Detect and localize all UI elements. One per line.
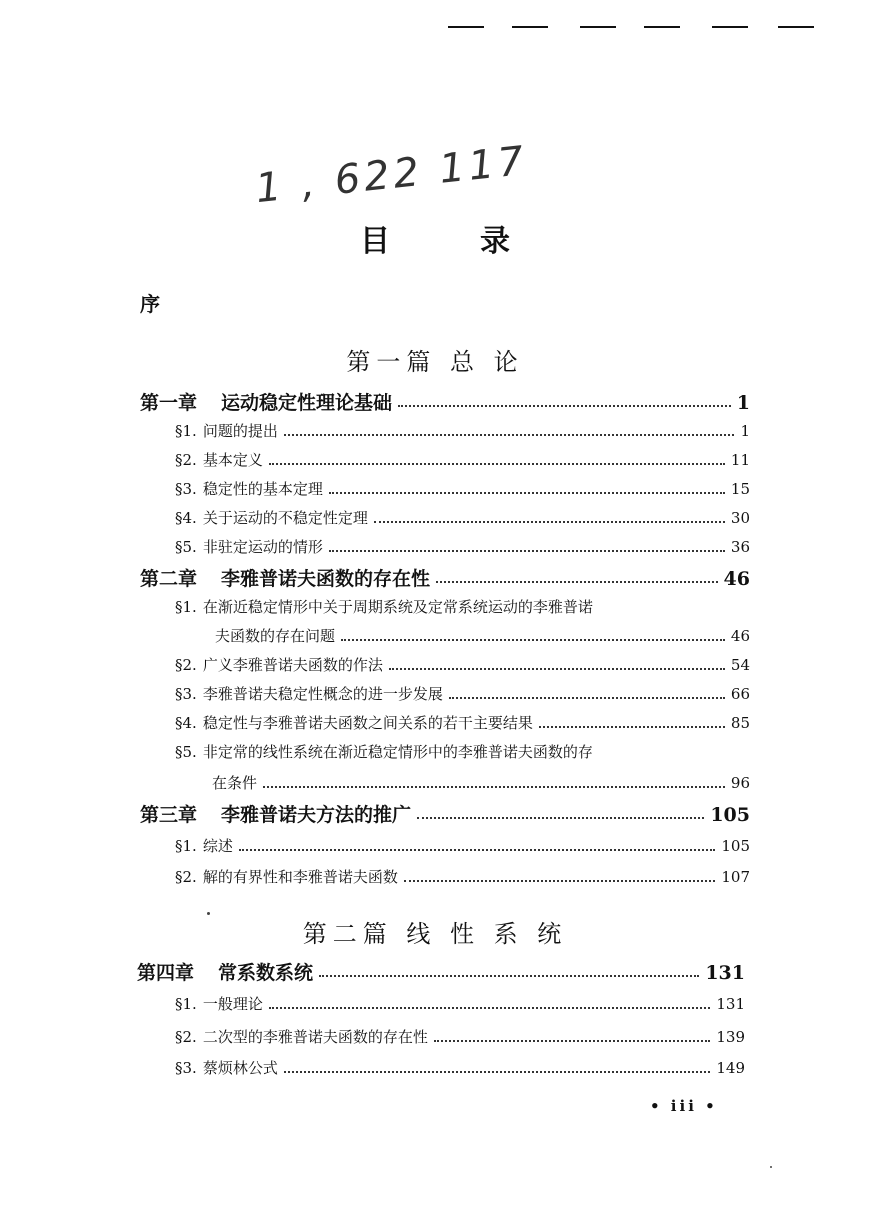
section-title: 基本定义 — [202, 451, 263, 469]
leader-dots — [284, 434, 735, 436]
toc-section — [175, 835, 750, 856]
section-symbol: §3. — [175, 1059, 197, 1077]
section-symbol: §1. — [175, 598, 197, 616]
leader-dots — [436, 581, 718, 583]
leader-dots — [434, 1040, 711, 1042]
section-symbol: §1. — [175, 422, 197, 440]
section-title: 问题的提出 — [202, 422, 278, 440]
leader-dots — [341, 639, 725, 641]
part-title: 第一篇 总 论 — [346, 348, 524, 376]
section-title-continued: 夫函数的存在问题 — [215, 627, 336, 645]
leader-dots — [404, 880, 716, 882]
section-symbol: §1. — [175, 837, 197, 855]
toc-section — [175, 596, 750, 617]
section-symbol: §2. — [175, 451, 197, 469]
leader-dots — [269, 1007, 711, 1009]
page-number: 30 — [730, 509, 750, 527]
section-title: 稳定性与李雅普诺夫函数之间关系的若干主要结果 — [202, 714, 533, 732]
leader-dots — [417, 817, 704, 819]
chapter-number: 第二章 — [140, 568, 198, 590]
top-rule — [448, 26, 484, 28]
section-title: 广义李雅普诺夫函数的作法 — [202, 656, 383, 674]
toc-section — [175, 993, 745, 1014]
chapter-title: 李雅普诺夫函数的存在性 — [221, 568, 431, 590]
leader-dots — [449, 697, 725, 699]
toc-section-continuation — [215, 625, 750, 646]
leader-dots — [329, 492, 725, 494]
toc-section — [175, 712, 750, 733]
part-title: 第二篇 线 性 系 统 — [302, 920, 568, 948]
chapter-number: 第三章 — [140, 804, 198, 826]
page-number: 149 — [716, 1059, 745, 1077]
section-title: 关于运动的不稳定性定理 — [202, 509, 368, 527]
page-number: 1 — [740, 422, 750, 440]
toc-section — [175, 1026, 745, 1047]
leader-dots — [263, 786, 725, 788]
top-rule — [644, 26, 680, 28]
page-footer: • iii • — [650, 1097, 718, 1115]
chapter-number: 第四章 — [137, 962, 195, 984]
page-number: 85 — [730, 714, 750, 732]
section-symbol: §3. — [175, 685, 197, 703]
chapter-title: 运动稳定性理论基础 — [221, 392, 393, 414]
section-symbol: §4. — [175, 509, 197, 527]
top-rule — [512, 26, 548, 28]
chapter-number: 第一章 — [140, 392, 198, 414]
scan-speck — [770, 1166, 772, 1168]
leader-dots — [269, 463, 725, 465]
toc-section-continuation — [212, 772, 750, 793]
toc-section — [175, 507, 750, 528]
leader-dots — [329, 550, 725, 552]
page-number: 105 — [710, 804, 750, 826]
leader-dots — [374, 521, 725, 523]
section-title: 解的有界性和李雅普诺夫函数 — [202, 868, 398, 886]
section-title: 在渐近稳定情形中关于周期系统及定常系统运动的李雅普诺 — [202, 598, 593, 616]
toc-section — [175, 683, 750, 704]
section-symbol: §2. — [175, 868, 197, 886]
top-rule — [712, 26, 748, 28]
preface-heading: 序 — [140, 292, 160, 316]
section-title: 李雅普诺夫稳定性概念的进一步发展 — [202, 685, 443, 703]
page-number: 131 — [705, 962, 745, 984]
page-number: 107 — [721, 868, 750, 886]
page-number: 11 — [730, 451, 750, 469]
chapter-title: 李雅普诺夫方法的推广 — [221, 804, 412, 826]
toc-chapter — [140, 564, 750, 591]
section-title: 非定常的线性系统在渐近稳定情形中的李雅普诺夫函数的存 — [202, 743, 593, 761]
page-number: 131 — [716, 995, 745, 1013]
page-number: 46 — [723, 568, 750, 590]
toc-section — [175, 536, 750, 557]
section-title: 一般理论 — [202, 995, 263, 1013]
section-symbol: §5. — [175, 538, 197, 556]
toc-chapter — [140, 800, 750, 827]
section-title: 蔡烦林公式 — [202, 1059, 278, 1077]
section-title-continued: 在条件 — [212, 774, 258, 792]
toc-chapter — [140, 388, 750, 415]
leader-dots — [389, 668, 725, 670]
page-number: 105 — [721, 837, 750, 855]
toc-section — [175, 420, 750, 441]
page-number: 96 — [730, 774, 750, 792]
toc-section — [175, 866, 750, 887]
section-title: 稳定性的基本定理 — [202, 480, 323, 498]
section-symbol: §5. — [175, 743, 197, 761]
leader-dots — [239, 849, 716, 851]
scan-speck — [207, 912, 210, 915]
page-number: 139 — [716, 1028, 745, 1046]
top-rule — [580, 26, 616, 28]
section-symbol: §4. — [175, 714, 197, 732]
handwritten-mark: 1 , 622 117 — [253, 137, 530, 213]
section-title: 非驻定运动的情形 — [202, 538, 323, 556]
page-number: 36 — [730, 538, 750, 556]
leader-dots — [398, 405, 731, 407]
toc-section — [175, 741, 750, 762]
leader-dots — [319, 975, 699, 977]
toc-section — [175, 478, 750, 499]
section-title: 综述 — [202, 837, 233, 855]
page-title: 目录 — [360, 224, 600, 259]
toc-chapter — [137, 958, 745, 985]
section-title: 二次型的李雅普诺夫函数的存在性 — [202, 1028, 428, 1046]
toc-section — [175, 449, 750, 470]
section-symbol: §2. — [175, 1028, 197, 1046]
section-symbol: §1. — [175, 995, 197, 1013]
toc-section — [175, 654, 750, 675]
chapter-title: 常系数系统 — [218, 962, 314, 984]
page-number: 46 — [730, 627, 750, 645]
section-symbol: §2. — [175, 656, 197, 674]
page-number: 1 — [736, 392, 750, 414]
toc-section — [175, 1057, 745, 1078]
leader-dots — [539, 726, 725, 728]
page-number: 66 — [730, 685, 750, 703]
top-rule — [778, 26, 814, 28]
section-symbol: §3. — [175, 480, 197, 498]
page-number: 15 — [730, 480, 750, 498]
page-number: 54 — [730, 656, 750, 674]
leader-dots — [284, 1071, 711, 1073]
